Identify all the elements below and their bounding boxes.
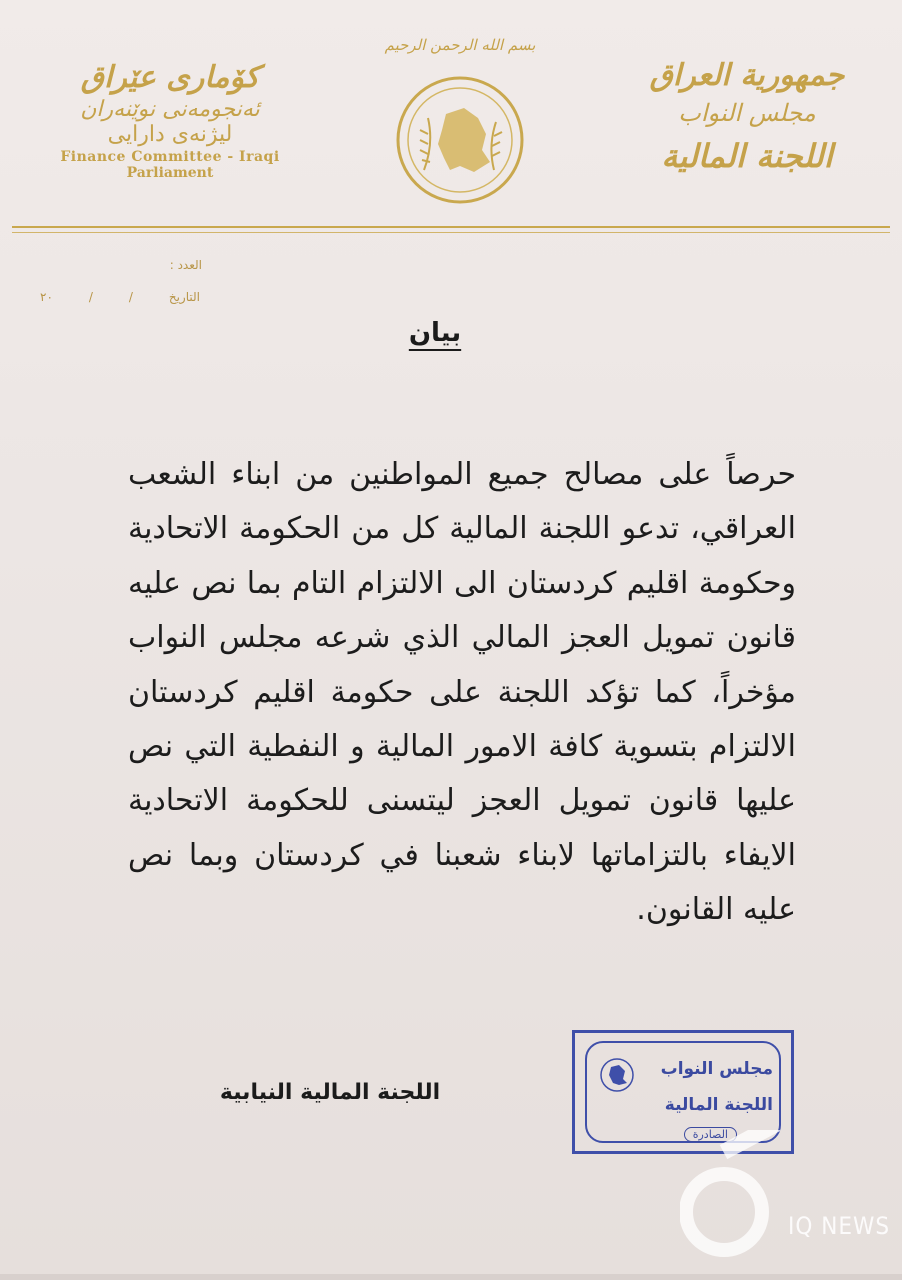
stamp-line3: الصادرة [684,1127,737,1142]
letterhead-kurdish-english [40,60,300,181]
letterhead-right-line3: اللجنة المالية [661,137,833,175]
letterhead-left-line5: Parliament [126,165,214,181]
signature-line: اللجنة المالية النيابية [219,1080,441,1105]
letterhead-left-line4: Finance Committee - Iraqi [60,149,280,165]
letterhead-left-line2: ئەنجومەنی نوێنەران [80,97,260,122]
header-divider-thin [12,232,890,233]
date-field [40,290,200,304]
stamp-iraq-map-icon [599,1057,635,1093]
letterhead-right-line2: مجلس النواب [678,99,816,127]
statement-title: بيان [408,318,462,348]
stamp-line2: اللجنة المالية [664,1095,773,1115]
letterhead-arabic [622,58,872,175]
header-divider [12,226,890,228]
iqnews-logo-icon [680,1130,780,1260]
parliament-seal-icon [394,74,526,206]
letterhead-left-line3: لیژنەی دارایی [107,122,233,147]
basmala: بسم الله الرحمن الرحيم [384,36,536,54]
letterhead-left-line1: کۆماری عێراق [80,60,260,95]
stamp-line1: مجلس النواب [660,1059,773,1079]
statement-body: حرصاً على مصالح جميع المواطنين من ابناء الشعب العراقي، تدعو اللجنة المالية كل من الحكومة الاتحادية وحكومة اقليم كردستان الى الالتزام التام بما نص عليه قانون تمويل العجز المالي الذي شرعه مجلس النواب مؤخراً، كما تؤكد اللجنة على حكومة اقليم كردستان الالتزام بتسوية كافة الامور المالية و النفطية التي نص عليها قانون تمويل العجز ليتسنى للحكومة الاتحادية الايفاء بالتزاماتها لابناء شعبنا في كردستان وبما نص عليه القانون. [128,457,796,928]
page-bottom-edge [0,1274,902,1280]
date-part-1: / [128,290,133,304]
date-part-3: ٢٠ [40,290,53,304]
reference-number-label: العدد : [169,258,202,272]
date-part-2: / [88,290,93,304]
parliament-emblem [380,36,540,226]
watermark-text: IQ NEWS [788,1212,891,1240]
date-label: التاريخ [168,290,200,304]
letterhead-right-line1: جمهورية العراق [649,58,845,93]
